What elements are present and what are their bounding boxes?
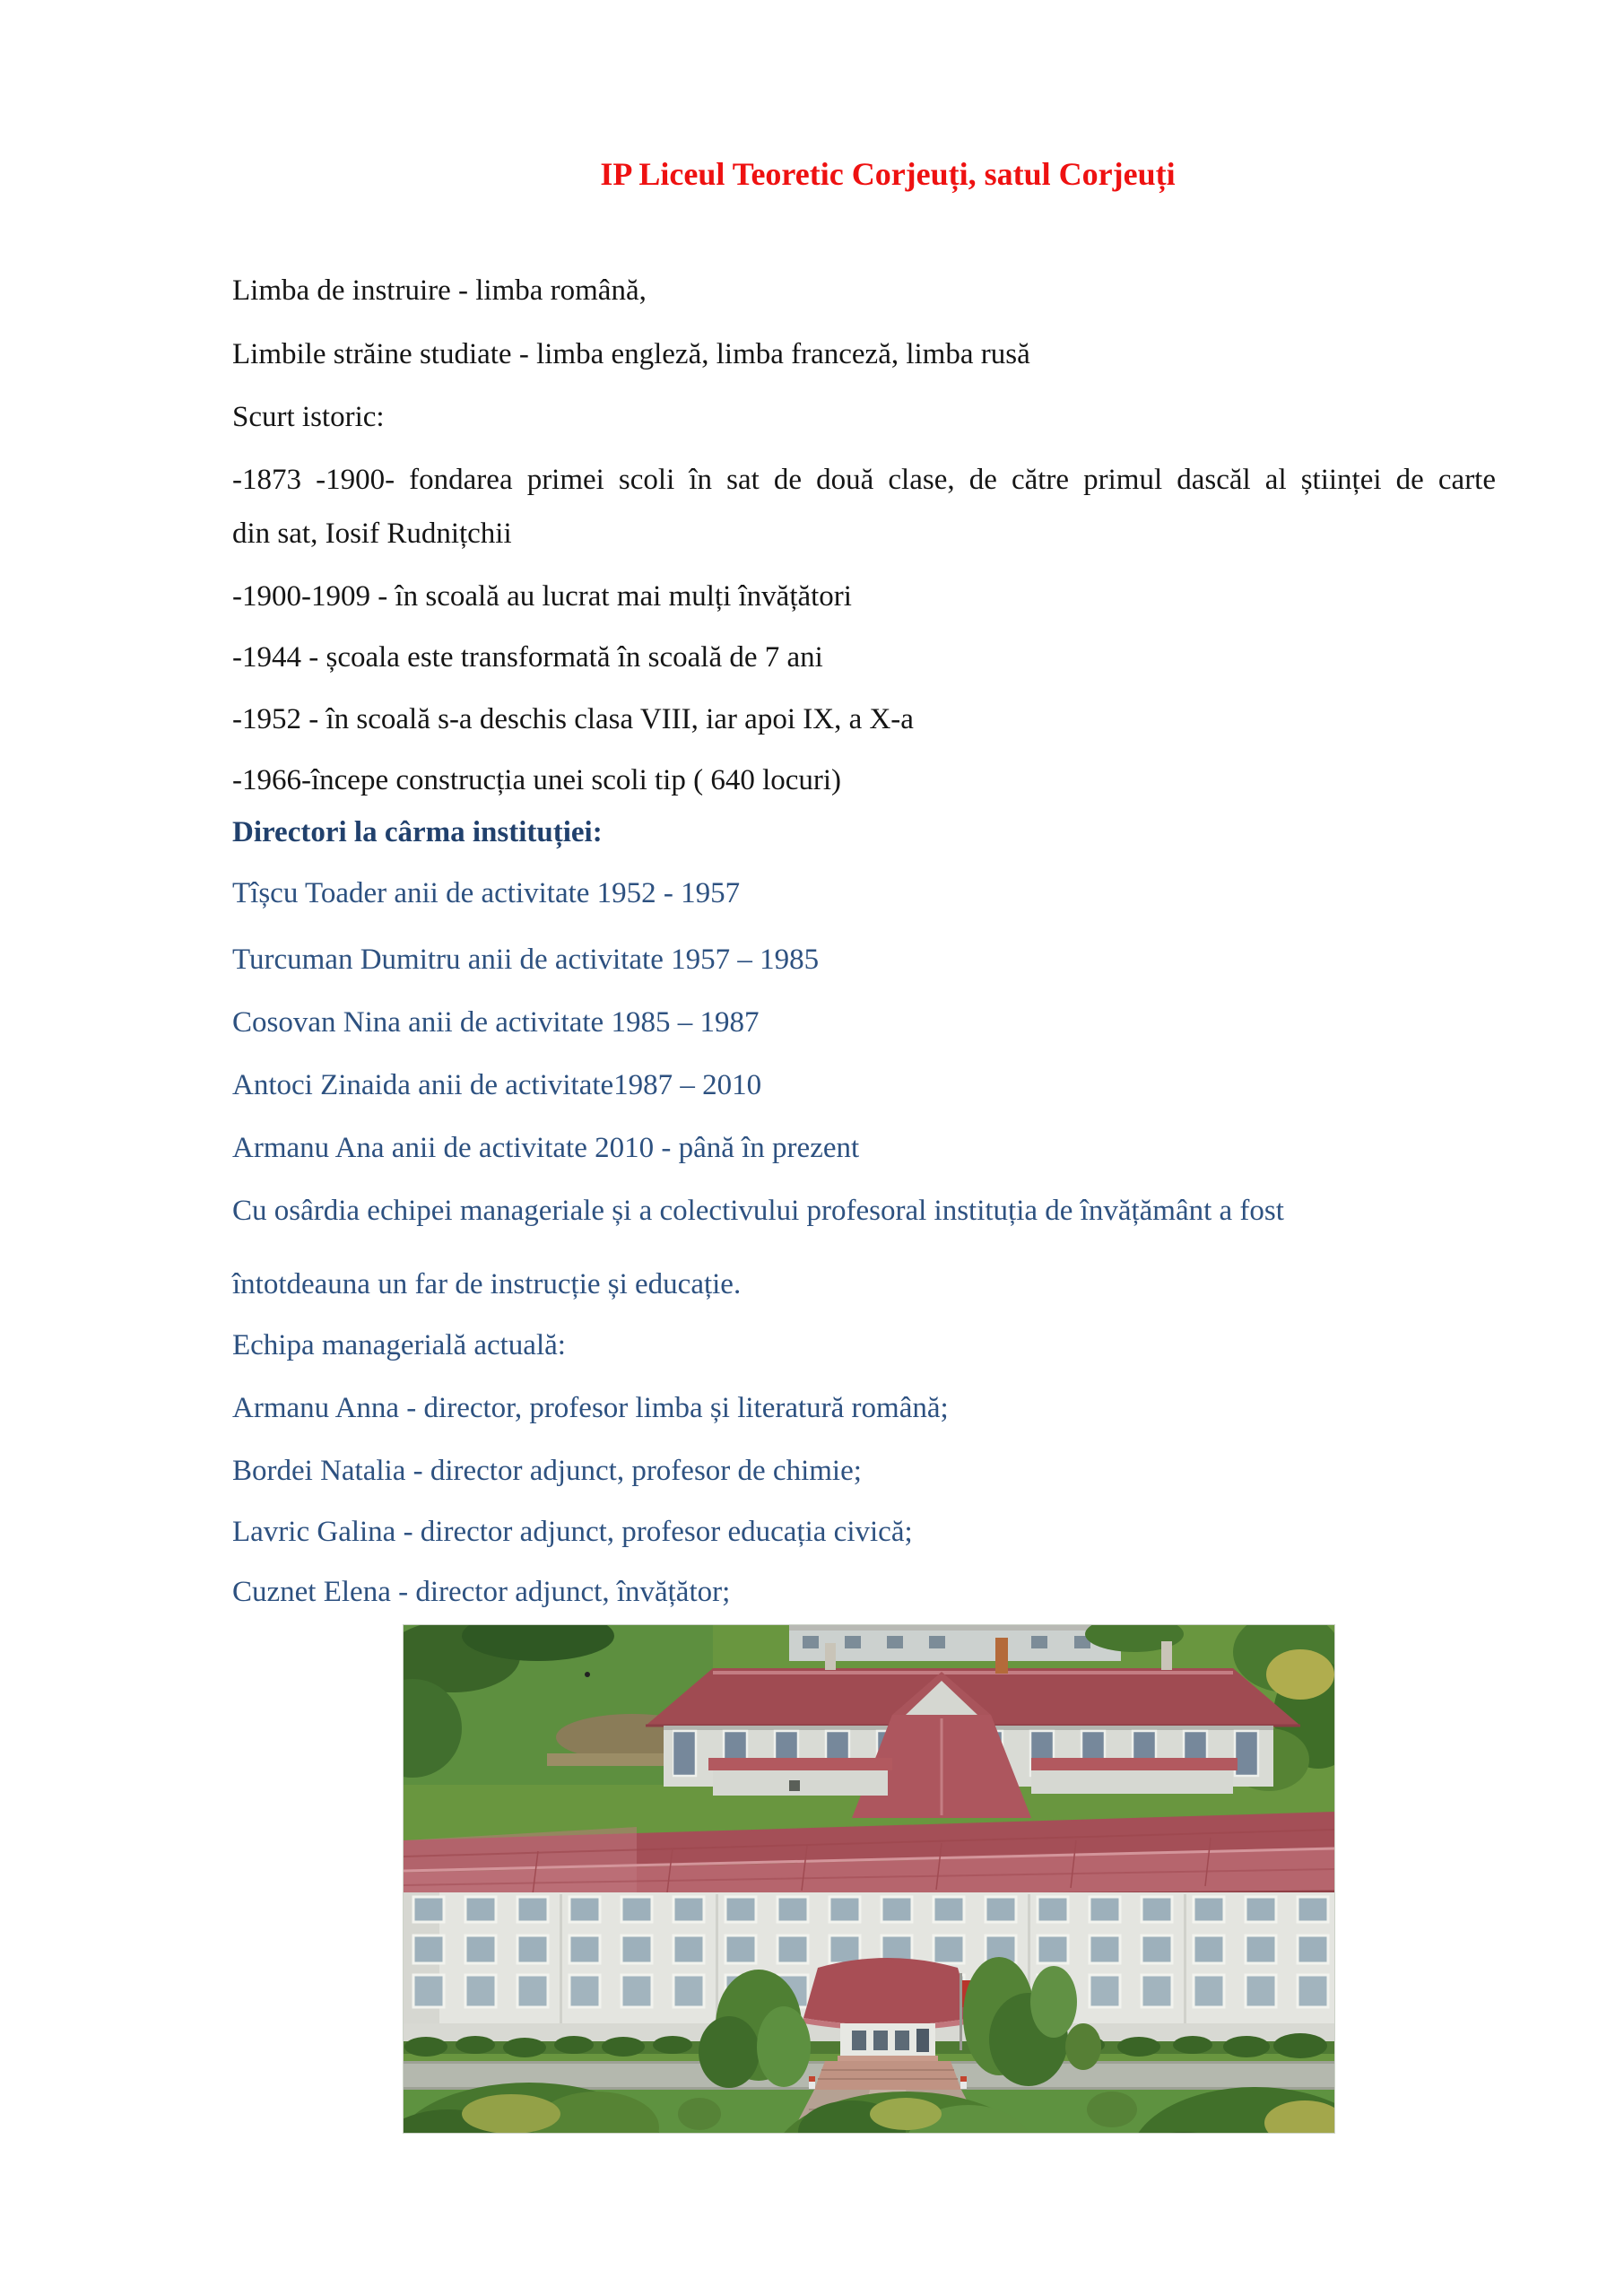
line-manager-cuznet-elena: Cuznet Elena - director adjunct, învățător;: [232, 1576, 731, 1608]
document-title: IP Liceul Teoretic Corjeuți, satul Corjeuți: [600, 156, 1176, 192]
line-managerial-effort: Cu osârdia echipei manageriale și a colectivului profesoral instituția de învățământ a fost: [232, 1195, 1284, 1227]
school-photo-illustration: [404, 1625, 1335, 2134]
line-foreign-languages: Limbile străine studiate - limba engleză, limba franceză, limba rusă: [232, 338, 1030, 370]
line-manager-lavric-galina: Lavric Galina - director adjunct, profesor educația civică;: [232, 1516, 913, 1548]
line-director-cosovan: Cosovan Nina anii de activitate 1985 – 1987: [232, 1006, 760, 1039]
line-manager-armanu-anna: Armanu Anna - director, profesor limba și literatură română;: [232, 1392, 949, 1424]
lawn-tree: [678, 2098, 721, 2130]
line-managerial-effort-continued: întotdeauna un far de instrucție și educație.: [232, 1268, 742, 1300]
lawn-tree: [1087, 2092, 1137, 2127]
flag-pole: [960, 1973, 962, 2050]
line-manager-bordei-natalia: Bordei Natalia - director adjunct, profesor de chimie;: [232, 1455, 862, 1487]
line-history-1952: -1952 - în scoală s-a deschis clasa VIII, iar apoi IX, a X-a: [232, 703, 914, 735]
line-director-tiscu: Tîșcu Toader anii de activitate 1952 - 1957: [232, 877, 741, 909]
heading-current-management-team: Echipa managerială actuală:: [232, 1329, 566, 1361]
line-history-1944: -1944 - școala este transformată în scoală de 7 ani: [232, 641, 823, 674]
line-history-1966: -1966-începe construcția unei scoli tip ( 640 locuri): [232, 764, 842, 796]
heading-directors: Directori la cârma instituției:: [232, 816, 603, 848]
line-language-of-instruction: Limba de instruire - limba română,: [232, 274, 647, 307]
line-director-antoci: Antoci Zinaida anii de activitate1987 – 2010: [232, 1069, 762, 1101]
line-history-1900-1909: -1900-1909 - în scoală au lucrat mai mulți învățători: [232, 580, 852, 613]
line-director-armanu: Armanu Ana anii de activitate 2010 - până în prezent: [232, 1132, 860, 1164]
line-director-turcuman: Turcuman Dumitru anii de activitate 1957 – 1985: [232, 944, 820, 976]
line-history-1873: -1873 -1900- fondarea primei scoli în sat de două clase, de către primul dascăl al științei de carte: [232, 464, 1496, 496]
school-aerial-photo: [403, 1624, 1335, 2134]
line-history-1873-continued: din sat, Iosif Rudnițchii: [232, 517, 512, 550]
line-short-history-heading: Scurt istoric:: [232, 401, 385, 433]
